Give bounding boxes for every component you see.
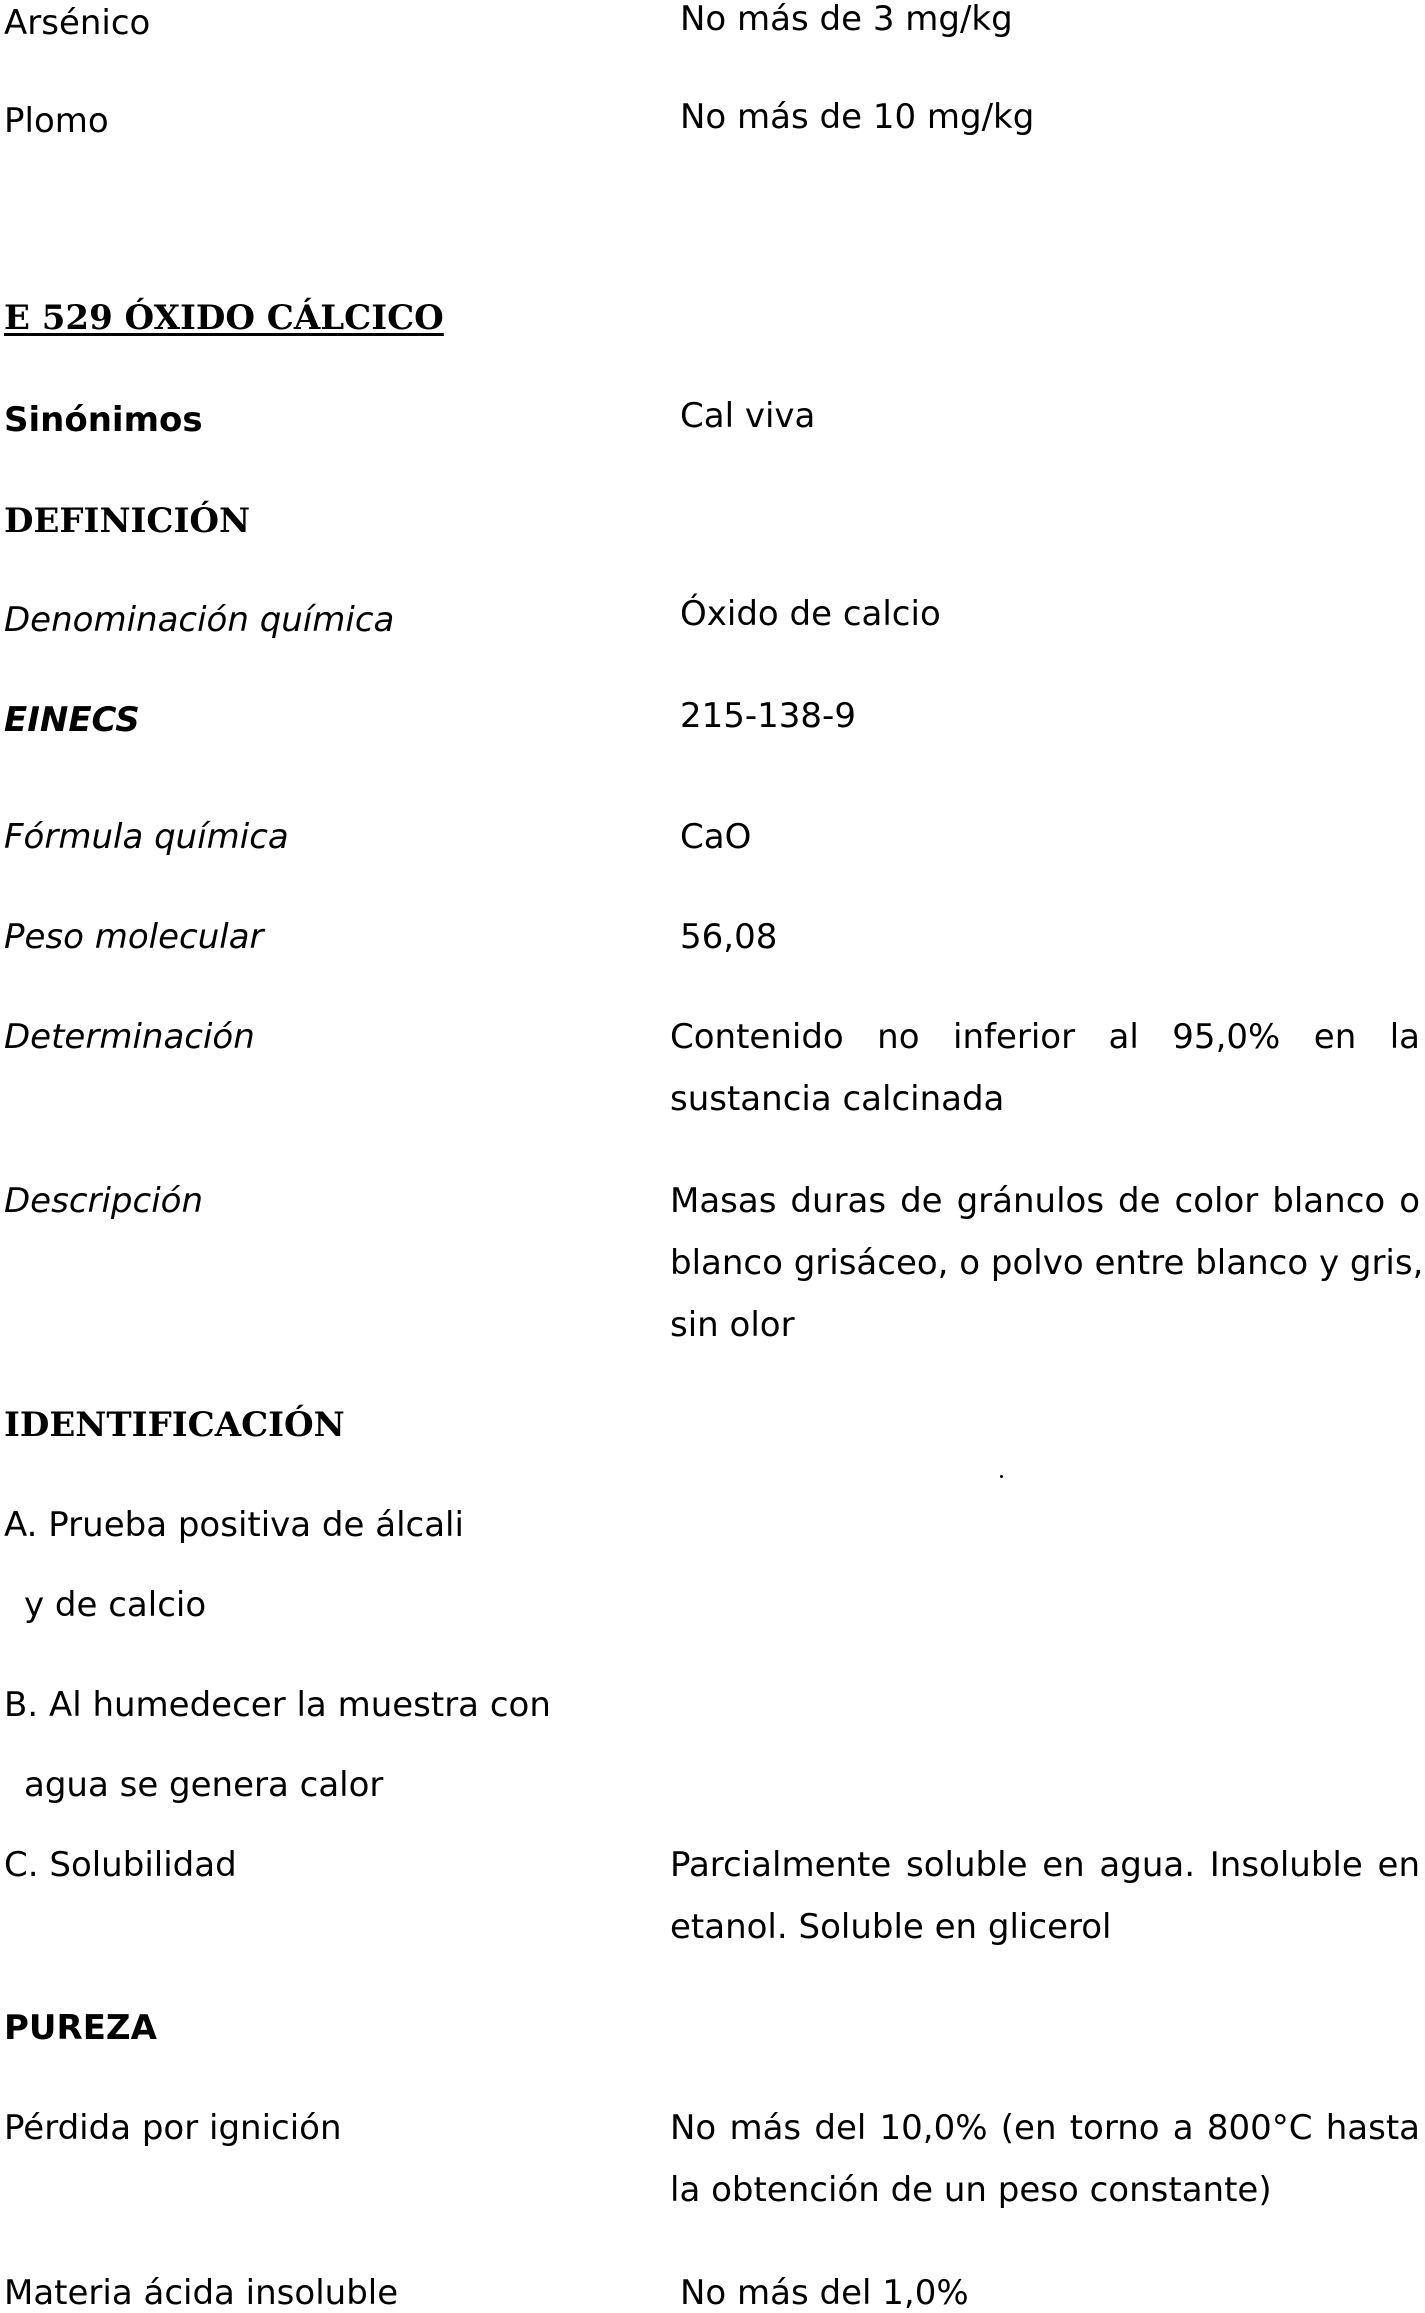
- definition-heading: DEFINICIÓN: [4, 501, 251, 541]
- einecs-value: 215-138-9: [680, 696, 856, 736]
- assay-label: Determinación: [4, 1017, 255, 1057]
- description-value-line2: blanco grisáceo, o polvo entre blanco y gris,: [670, 1243, 1424, 1283]
- stray-dot: [1000, 1475, 1003, 1478]
- identification-heading: IDENTIFICACIÓN: [4, 1405, 345, 1445]
- test-a-line2: y de calcio: [24, 1585, 207, 1625]
- arsenic-label: Arsénico: [4, 3, 151, 43]
- section-title: E 529 ÓXIDO CÁLCICO: [4, 298, 444, 338]
- synonyms-label: Sinónimos: [4, 400, 203, 440]
- description-value-line1: Masas duras de gránulos de color blanco o: [670, 1181, 1420, 1221]
- solubility-label: C. Solubilidad: [4, 1845, 237, 1885]
- arsenic-value: No más de 3 mg/kg: [680, 0, 1013, 39]
- test-a-line1: A. Prueba positiva de álcali: [4, 1505, 464, 1545]
- lead-value: No más de 10 mg/kg: [680, 97, 1035, 137]
- formula-value: CaO: [680, 817, 752, 857]
- chemical-name-label: Denominación química: [4, 600, 395, 640]
- lead-label: Plomo: [4, 101, 109, 141]
- synonyms-value: Cal viva: [680, 396, 816, 436]
- purity-heading: PUREZA: [4, 2008, 157, 2048]
- assay-value-line2: sustancia calcinada: [670, 1079, 1005, 1119]
- solubility-value-line2: etanol. Soluble en glicerol: [670, 1907, 1112, 1947]
- solubility-value-line1: Parcialmente soluble en agua. Insoluble en: [670, 1845, 1420, 1885]
- acid-insoluble-label: Materia ácida insoluble: [4, 2273, 399, 2313]
- test-b-line1: B. Al humedecer la muestra con: [4, 1685, 551, 1725]
- description-value-line3: sin olor: [670, 1305, 795, 1345]
- formula-label: Fórmula química: [4, 817, 289, 857]
- molecular-weight-label: Peso molecular: [4, 917, 264, 957]
- molecular-weight-value: 56,08: [680, 917, 778, 957]
- assay-value-line1: Contenido no inferior al 95,0% en la: [670, 1017, 1420, 1057]
- acid-insoluble-value: No más del 1,0%: [680, 2273, 969, 2313]
- einecs-label: EINECS: [4, 700, 140, 740]
- test-b-line2: agua se genera calor: [24, 1765, 384, 1805]
- loss-on-ignition-value-line2: la obtención de un peso constante): [670, 2170, 1272, 2210]
- description-label: Descripción: [4, 1181, 204, 1221]
- loss-on-ignition-label: Pérdida por ignición: [4, 2108, 342, 2148]
- loss-on-ignition-value-line1: No más del 10,0% (en torno a 800°C hasta: [670, 2108, 1420, 2148]
- chemical-name-value: Óxido de calcio: [680, 594, 941, 634]
